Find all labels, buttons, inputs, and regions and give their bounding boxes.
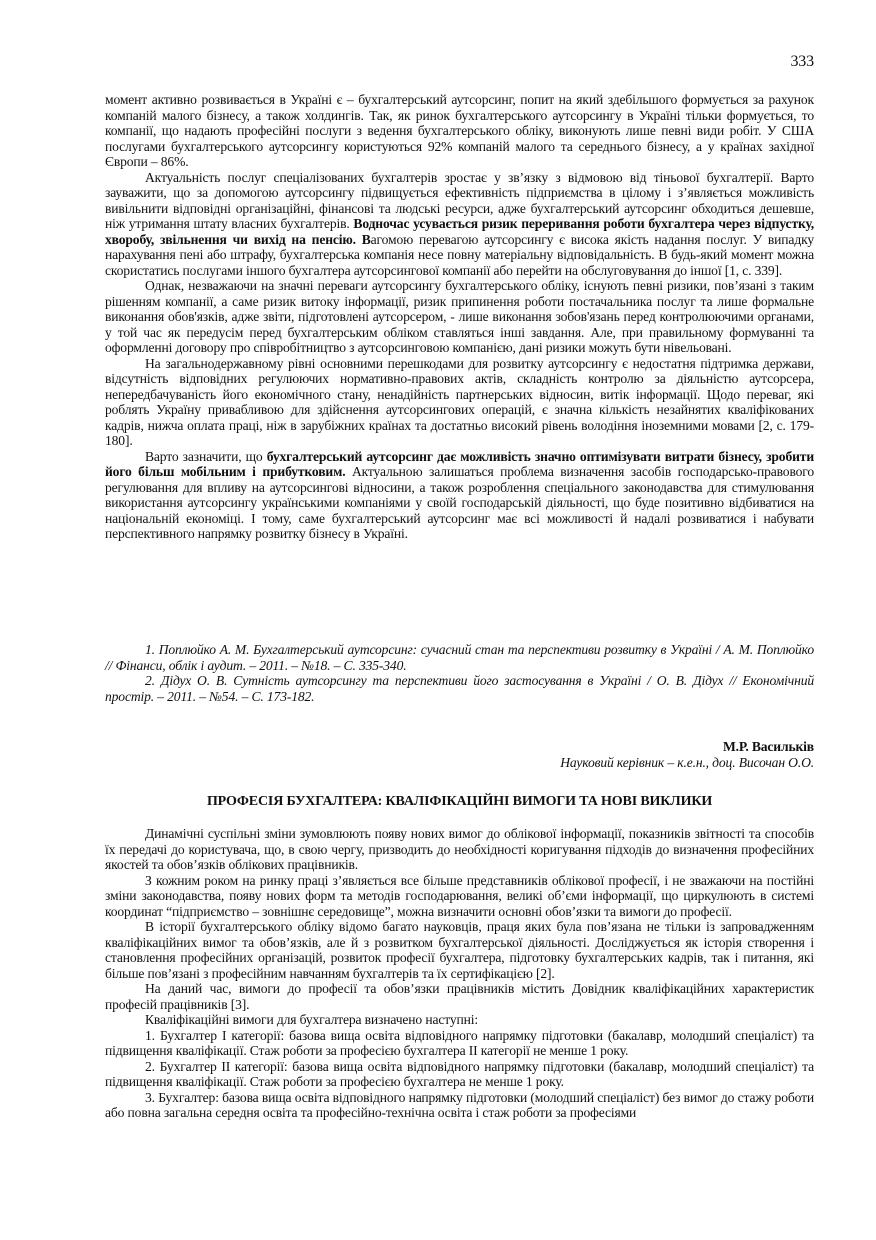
bold-text-run: бухгалтерський аутсорсинг дає можливість значно оптимізувати витрати бізнесу, зробити його більш мобільним і прибутковим.: [105, 448, 814, 479]
text-run: Однак, незважаючи на значні переваги аутсорсингу бухгалтерського обліку, існують певні ризики, пов’язані з таким рішенням компанії, а саме ризик витоку інформації, ризик припинення роботи постачальника послуг та лише формальне виконання обов'язків, адже звіти, підготовлені аутсорсером, - лише виконання зобов'язань перед контролюючими органами, у той час як передусім перед бухгалтерським обліком ставляться інші завдання. Але, при правильному формуванні та оформленні договору про співробітництво з аутсорсинговою компанією, дані ризики можуть бути нівельовані.: [105, 278, 814, 355]
bold-text-run: Водночас усувається ризик переривання роботи бухгалтера через відпустку, хворобу, звільнення чи вихід на пенсію. В: [105, 216, 814, 247]
text-run: агомою перевагою аутсорсингу є висока якість надання послуг. У випадку нарахування пені або штрафу, бухгалтерська компанія несе повну матеріальну відповідальність. В будь-який момент можна скористатись послугами іншого бухгалтера аутсорсингової компанії або перейти на обслуговування до іншої [1, с. 339].: [105, 231, 814, 278]
paragraph: На даний час, вимоги до професії та обов’язки працівників містить Довідник кваліфікаційних характеристик професій працівників [3].: [105, 981, 814, 1012]
author-name: М.Р. Васильків: [722, 739, 814, 754]
article2-body: [105, 826, 814, 1121]
text-run: Актуальність послуг спеціалізованих бухгалтерів зростає у зв’язку з відмовою від тіньової бухгалтерії. Варто зауважити, що за допомогою аутсорсингу підвищується ефективність підприємства в цілому і з’являється можливість вивільнити відповідні організаційні, фінансові та людські ресурси, адже бухгалтерський аутсорсинг обходиться дешевше, ніж утримання штату власних бухгалтерів.: [105, 169, 814, 231]
references-list: [105, 642, 814, 704]
paragraph: Динамічні суспільні зміни зумовлюють появу нових вимог до облікової інформації, показників звітності та способів їх передачі до користувача, що, в свою чергу, призводить до необхідності коригування підходів до визначення професійних якостей та обов’язків облікових працівників.: [105, 826, 814, 872]
page-number: 333: [790, 53, 814, 70]
text-run: На загальнодержавному рівні основними перешкодами для розвитку аутсорсингу є недостатня підтримка держави, відсутність відповідних регулюючих нормативно-правових актів, складність контролю за діяльністю аутсорсера, непередбачуваність його економічного стану, ненадійність партнерських відносин, витік інформації. Щодо переваг, які роблять Україну привабливою для здійснення аутсорсингових операцій, є значна кількість незайнятих кваліфікованих кадрів, нижча оплата праці, ніж в зарубіжних країнах та достатньо високий рівень володіння іноземними мовами [2, с. 179-180].: [105, 355, 814, 448]
paragraph: [105, 449, 814, 542]
article2-title-wrap: [105, 794, 814, 810]
paragraph: В історії бухгалтерського обліку відомо багато науковців, праця яких була пов’язана не тільки із запровадженням кваліфікаційних вимог та обов’язків, але й з розвитком бухгалтерської діяльності. Досліджується як історія створення і становлення професійних організацій, розвиток професії бухгалтера, підготовку бухгалтерських кадрів, так і питання, які більше пов’язані з професійним навчанням бухгалтерів та їх сертифікацією [2].: [105, 919, 814, 981]
text-run: момент активно розвивається в Україні є – бухгалтерський аутсорсинг, попит на який здебільшого формується за рахунок компаній малого бізнесу, а також холдингів. Так, як ринок бухгалтерського аутсорсингу в Україні тільки формується, то компанії, що надають професійні послуги з ведення бухгалтерського обліку, виконують лише певні види робіт. У США послугами бухгалтерського аутсорсингу користуються 92% компаній малого та середнього бізнесу, а у країнах західної Європи – 86%.: [105, 92, 814, 169]
paragraph: [105, 278, 814, 356]
paragraph: [105, 92, 814, 170]
paragraph: Кваліфікаційні вимоги для бухгалтера визначено наступні:: [145, 1012, 478, 1027]
text-run: Варто зазначити, що: [145, 448, 267, 464]
article2-header: [105, 739, 814, 770]
scientific-advisor: Науковий керівник – к.е.н., доц. Височан О.О.: [560, 754, 814, 770]
list-item: 3. Бухгалтер: базова вища освіта відповідного напрямку підготовки (молодший спеціаліст) без вимог до стажу роботи або повна загальна середня освіта та професійно-технічна освіта і стаж роботи за професіями: [105, 1089, 814, 1120]
paragraph: З кожним роком на ринку праці з’являється все більше представників облікової професії, і не зважаючи на постійні зміни законодавства, появу нових форм та методів господарювання, великі об’єми інформації, що циркулюють в системі координат “підприємство – зовнішнє середовище”, можна визначити основні обов’язки та вимоги до професії.: [105, 872, 814, 919]
reference-item: 2. Дідух О. В. Сутність аутсорсингу та перспективи його застосування в Україні / О. В. Дідух // Економічний простір. – 2011. – №54. – С. 173-182.: [105, 673, 814, 704]
article-title: ПРОФЕСІЯ БУХГАЛТЕРА: КВАЛІФІКАЦІЙНІ ВИМОГИ ТА НОВІ ВИКЛИКИ: [206, 794, 713, 809]
article1-body: [105, 92, 814, 542]
reference-item: 1. Поплюйко А. М. Бухгалтерський аутсорсинг: сучасний стан та перспективи розвитку в Україні / А. М. Поплюйко // Фінанси, облік і аудит. – 2011. – №18. – С. 335-340.: [105, 642, 814, 673]
list-item: 2. Бухгалтер ІІ категорії: базова вища освіта відповідного напрямку підготовки (бакалавр, молодший спеціаліст) та підвищення кваліфікації. Стаж роботи за професією бухгалтера не менше 1 року.: [105, 1058, 814, 1089]
list-item: 1. Бухгалтер І категорії: базова вища освіта відповідного напрямку підготовки (бакалавр, молодший спеціаліст) та підвищення кваліфікації. Стаж роботи за професією бухгалтера ІІ категорії не менше 1 року.: [105, 1027, 814, 1058]
paragraph: [105, 356, 814, 449]
paragraph: [105, 170, 814, 279]
text-run: Актуальною залишаться проблема визначення засобів господарсько-правового регулювання для впливу на аутсорсингові відносини, а також розроблення спеціального законодавства для стимулювання використання аутсорсингу українськими компаніями у своїй господарській діяльності, що буде позитивно відбиватися на національній економіці. І тому, саме бухгалтерський аутсорсинг має всі можливості й надалі розвиватися і набувати перспективного напрямку розвитку бізнесу в Україні.: [105, 464, 815, 541]
